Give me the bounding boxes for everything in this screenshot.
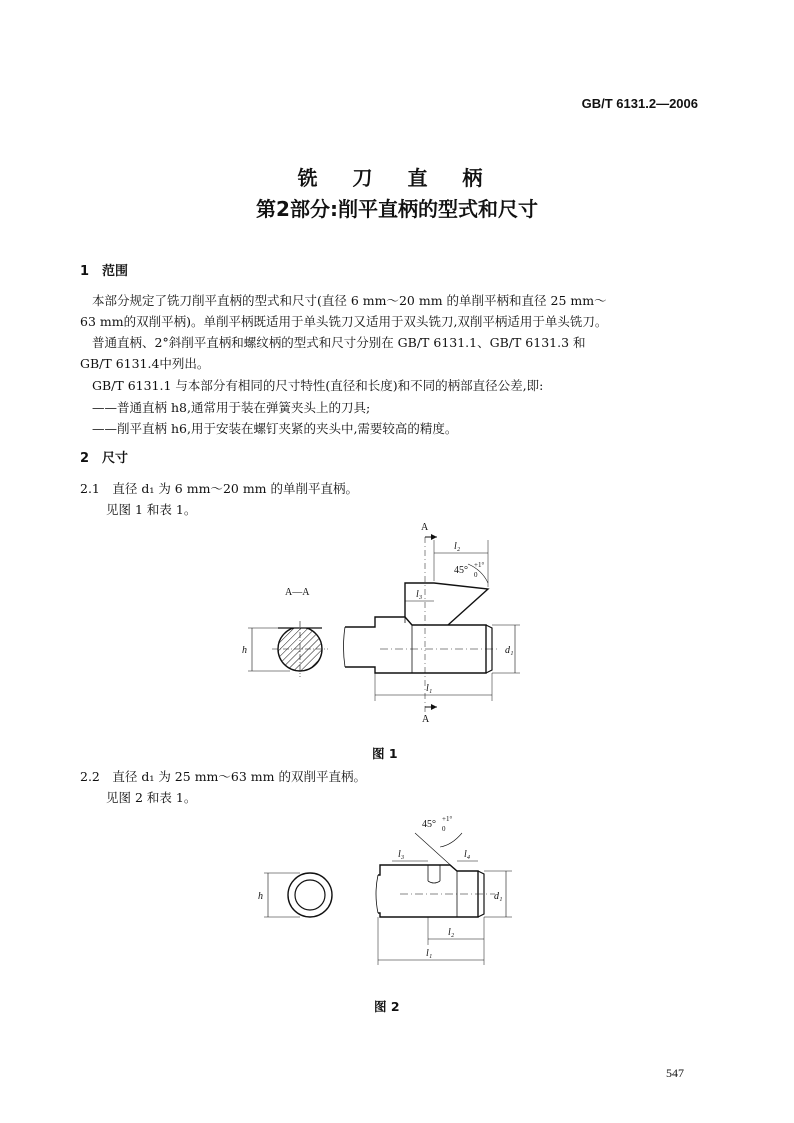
angle-tol-upper: +1°: [474, 561, 485, 569]
para2-line2: GB/T 6131.4中列出。: [80, 356, 210, 371]
clause-2-2-reference: 见图 2 和表 1。: [106, 790, 197, 805]
standard-number: GB/T 6131.2—2006: [581, 96, 698, 111]
figure-2-drawing: [250, 805, 530, 980]
section-1-heading: 1 范围: [80, 264, 129, 279]
dim-d1: d₁: [505, 645, 514, 656]
clause-2-2: 2.2 直径 d₁ 为 25 mm～63 mm 的双削平直柄。: [80, 769, 366, 784]
para1-line2: 63 mm的双削平柄)。单削平柄既适用于单头铣刀又适用于双头铣刀,双削平柄适用于单头铣刀。: [80, 314, 608, 329]
para3: GB/T 6131.1 与本部分有相同的尺寸特性(直径和长度)和不同的柄部直径公差,即:: [92, 378, 544, 393]
section-mark-top: A: [421, 522, 429, 533]
dim-l1: l₁: [426, 948, 433, 959]
dim-l2: l₂: [454, 541, 461, 552]
list-item-1: ——普通直柄 h8,通常用于装在弹簧夹头上的刀具;: [92, 400, 371, 415]
figure-2-caption: 图 2: [374, 999, 400, 1014]
angle-tol-lower: 0: [442, 825, 446, 833]
section-label: A—A: [285, 587, 310, 598]
dim-l3: l₃: [416, 589, 423, 600]
dim-l2: l₂: [448, 927, 455, 938]
dim-d1: d₁: [494, 891, 503, 902]
figure-1-caption: 图 1: [372, 746, 398, 761]
shank-outline: [345, 617, 486, 673]
clause-2-1-reference: 见图 1 和表 1。: [106, 502, 197, 517]
para1-line1: 本部分规定了铣刀削平直柄的型式和尺寸(直径 6 mm～20 mm 的单削平柄和直径 25 mm～: [92, 293, 607, 308]
page-number: 547: [666, 1066, 684, 1080]
angle-tol-upper: +1°: [442, 815, 453, 823]
dim-h: h: [242, 645, 247, 656]
end-view-inner: [295, 880, 325, 910]
angle-tol-lower: 0: [474, 571, 478, 579]
para2-line1: 普通直柄、2°斜削平直柄和螺纹柄的型式和尺寸分别在 GB/T 6131.1、GB/T 6131.3 和: [92, 335, 586, 350]
angle-value: 45°: [422, 819, 436, 830]
document-subtitle: 第2部分:削平直柄的型式和尺寸: [256, 197, 538, 221]
list-item-2: ——削平直柄 h6,用于安装在螺钉夹紧的夹头中,需要较高的精度。: [92, 421, 458, 436]
section-2-heading: 2 尺寸: [80, 451, 129, 466]
dim-h: h: [258, 891, 263, 902]
dim-l4: l₄: [464, 849, 471, 860]
document-title: 铣 刀 直 柄: [297, 166, 497, 190]
section-mark-bottom: A: [422, 714, 430, 725]
dim-l3: l₃: [398, 849, 405, 860]
angle-value: 45°: [454, 565, 468, 576]
dim-l1: l₁: [426, 683, 433, 694]
clause-2-1: 2.1 直径 d₁ 为 6 mm～20 mm 的单削平直柄。: [80, 481, 359, 496]
figure-1-drawing: [230, 515, 540, 735]
